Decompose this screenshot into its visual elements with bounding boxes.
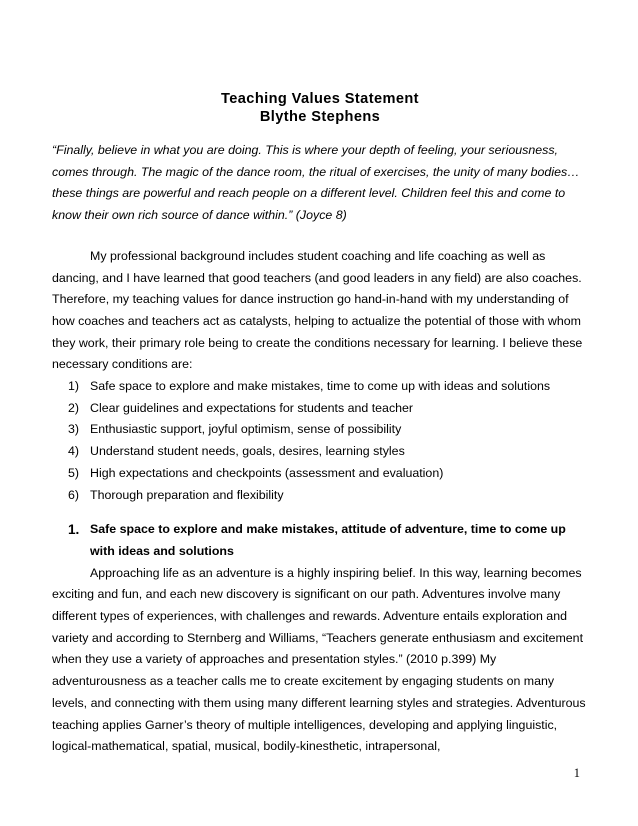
list-item bbox=[52, 419, 588, 441]
list-item-number: 5) bbox=[68, 465, 80, 480]
list-item-number: 4) bbox=[68, 444, 80, 459]
document-title: Teaching Values Statement bbox=[221, 91, 419, 107]
title-block bbox=[52, 90, 588, 126]
list-item-text: Understand student needs, goals, desires, learning styles bbox=[90, 444, 405, 459]
author-name: Blythe Stephens bbox=[259, 109, 381, 125]
list-item-text: Thorough preparation and flexibility bbox=[90, 487, 284, 502]
list-item-text: Enthusiastic support, joyful optimism, sense of possibility bbox=[90, 422, 402, 437]
document-page bbox=[52, 90, 588, 758]
page-number: 1 bbox=[573, 766, 580, 780]
list-item bbox=[52, 376, 588, 398]
section-1-number: 1. bbox=[68, 522, 80, 538]
opening-quote: “Finally, believe in what you are doing. This is where your depth of feeling, your seriousness, comes through. The magic of the dance room, the ritual of exercises, the unity of many bodies…these things are powerful and reach people on a different level. Children feel this and come to know their own rich source of dance within.” (Joyce 8) bbox=[52, 143, 580, 223]
list-item-text: Clear guidelines and expectations for students and teacher bbox=[90, 400, 414, 415]
list-item-text: High expectations and checkpoints (assessment and evaluation) bbox=[90, 465, 444, 480]
section-1-heading bbox=[52, 519, 588, 562]
list-item-number: 3) bbox=[68, 422, 80, 437]
conditions-list bbox=[52, 376, 588, 506]
list-item bbox=[52, 441, 588, 463]
list-item-number: 1) bbox=[68, 379, 80, 394]
list-item bbox=[52, 398, 588, 420]
list-item-number: 6) bbox=[68, 487, 80, 502]
list-item-text: Safe space to explore and make mistakes, time to come up with ideas and solutions bbox=[90, 379, 551, 394]
list-item bbox=[52, 485, 588, 507]
list-item-number: 2) bbox=[68, 400, 80, 415]
intro-paragraph: My professional background includes student coaching and life coaching as well as dancing, and I have learned that good teachers (and good leaders in any field) are also coaches. Therefore, my teaching values for dance instruction go hand-in-hand with my understanding of how coaches and teachers act as catalysts, helping to actualize the potential of those with whom they work, their primary role being to create the conditions necessary for learning. I believe these necessary conditions are: bbox=[52, 248, 583, 372]
section-1-heading-text: Safe space to explore and make mistakes, attitude of adventure, time to come up with ideas and solutions bbox=[90, 522, 566, 558]
list-item bbox=[52, 463, 588, 485]
section-1-paragraph: Approaching life as an adventure is a highly inspiring belief. In this way, learning becomes exciting and fun, and each new discovery is significant on our path. Adventures involve many different types of experiences, with challenges and rewards. Adventure entails exploration and variety and according to Sternberg and Williams, “Teachers generate enthusiasm and excitement when they use a variety of approaches and presentation styles.” (2010 p.399) My adventurousness as a teacher calls me to create excitement by engaging students on many levels, and connecting with them using many different learning styles and strategies. Adventurous teaching applies Garner’s theory of multiple intelligences, developing and applying linguistic, logical-mathematical, spatial, musical, bodily-kinesthetic, intrapersonal, bbox=[52, 565, 586, 754]
